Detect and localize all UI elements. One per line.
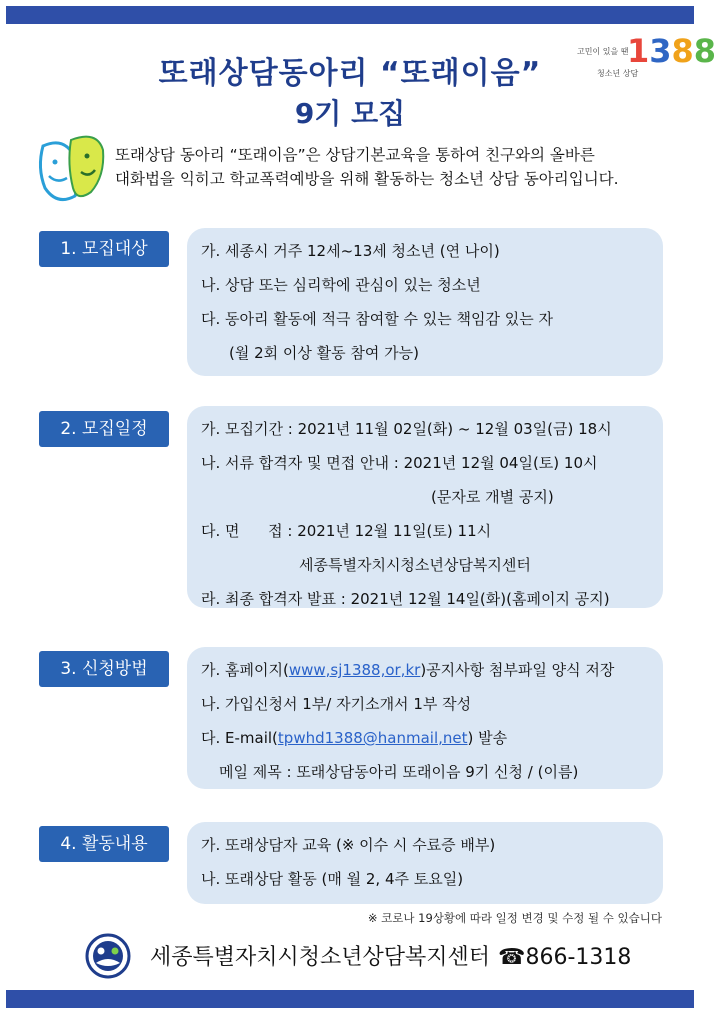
section-box-schedule [187, 406, 663, 608]
section-label-activity: 4. 활동내용 [39, 826, 169, 862]
center-emblem-icon [85, 933, 131, 979]
section-label-schedule: 2. 모집일정 [39, 411, 169, 447]
apply-line-3 [201, 721, 655, 755]
apply-line-1-suffix: )공지사항 첨부파일 양식 저장 [420, 661, 615, 679]
apply-line-3-suffix: ) 발송 [467, 729, 508, 747]
schedule-line-2: 나. 서류 합격자 및 면접 안내 : 2021년 12월 04일(토) 10시 [201, 454, 598, 472]
apply-line-3-prefix: 다. E-mail( [201, 729, 278, 747]
footer-org-name: 세종특별자치시청소년상담복지센터 [150, 945, 491, 970]
schedule-line-4: 다. 면 접 : 2021년 12월 11일(토) 11시 [201, 522, 492, 540]
covid-notice: ※ 코로나 19상황에 따라 일정 변경 및 수정 될 수 있습니다 [367, 911, 662, 925]
schedule-line-5: 세종특별자치시청소년상담복지센터 [299, 556, 531, 574]
homepage-link[interactable]: www,sj1388,or,kr [288, 661, 421, 679]
section-box-target [187, 228, 663, 376]
schedule-line-3: (문자로 개별 공지) [431, 488, 554, 506]
mascot-faces-icon [35, 128, 107, 208]
apply-line-4: 메일 제목 : 또래상담동아리 또래이음 9기 신청 / (이름) [219, 763, 579, 781]
logo-tagline-bottom: 청소년 상담 [597, 69, 639, 78]
poster-title: 또래상담동아리 “또래이음” [158, 56, 542, 91]
section-box-activity [187, 822, 663, 904]
schedule-line-6: 라. 최종 합격자 발표 : 2021년 12월 14일(화)(홈페이지 공지) [201, 590, 610, 608]
target-line-1: 가. 세종시 거주 12세~13세 청소년 (연 나이) [201, 242, 500, 260]
section-box-apply [187, 647, 663, 789]
bottom-border-bar [6, 990, 694, 1008]
apply-line-2: 나. 가입신청서 1부/ 자기소개서 1부 작성 [201, 695, 472, 713]
intro-line-1: 또래상담 동아리 “또래이음”은 상담기본교육을 통하여 친구와의 올바른 [115, 146, 595, 164]
apply-line-1 [201, 653, 655, 687]
target-line-4: (월 2회 이상 활동 참여 가능) [229, 344, 419, 362]
intro-line-2: 대화법을 익히고 학교폭력예방을 위해 활동하는 청소년 상담 동아리입니다. [115, 170, 619, 188]
logo-number: 1388 [627, 32, 716, 70]
top-border-bar [6, 6, 694, 24]
footer-phone: ☎866-1318 [498, 945, 632, 970]
email-link[interactable]: tpwhd1388@hanmail,net [277, 729, 468, 747]
logo-1388 [575, 30, 716, 85]
footer-contact [150, 940, 631, 971]
apply-line-1-prefix: 가. 홈페이지( [201, 661, 289, 679]
poster-subtitle: 9기 모집 [294, 97, 406, 130]
activity-line-1: 가. 또래상담자 교육 (※ 이수 시 수료증 배부) [201, 836, 496, 854]
schedule-line-1: 가. 모집기간 : 2021년 11월 02일(화) ~ 12월 03일(금) 18시 [201, 420, 612, 438]
activity-line-2: 나. 또래상담 활동 (매 월 2, 4주 토요일) [201, 870, 464, 888]
logo-tagline-top: 고민이 있을 땐 [577, 47, 629, 56]
section-label-target: 1. 모집대상 [39, 231, 169, 267]
intro-paragraph [115, 143, 685, 191]
section-label-apply: 3. 신청방법 [39, 651, 169, 687]
target-line-2: 나. 상담 또는 심리학에 관심이 있는 청소년 [201, 276, 481, 294]
target-line-3: 다. 동아리 활동에 적극 참여할 수 있는 책임감 있는 자 [201, 310, 553, 328]
